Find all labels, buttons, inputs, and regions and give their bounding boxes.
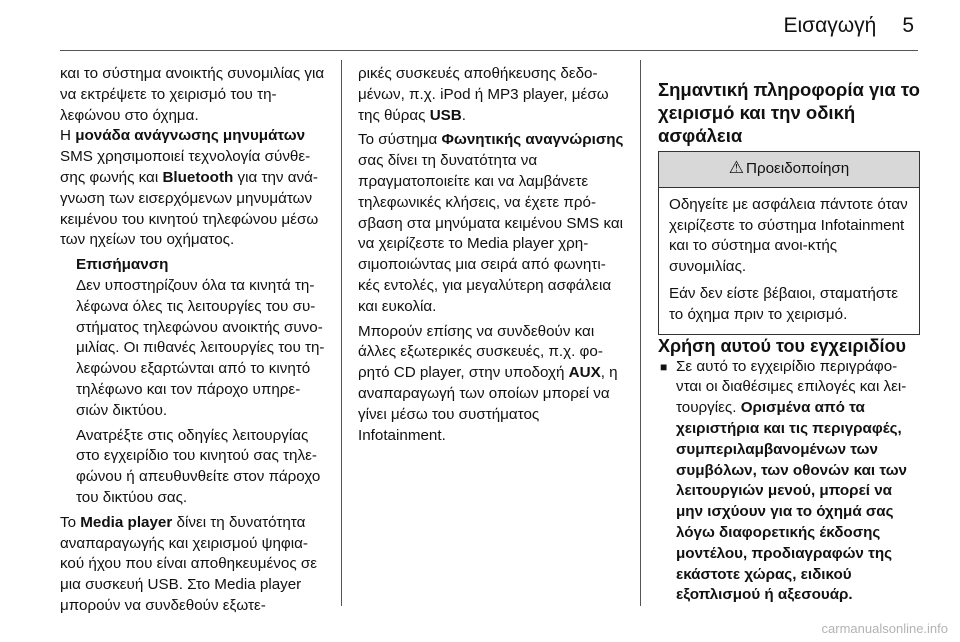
warning-header: [659, 152, 919, 188]
column-2: [358, 64, 626, 446]
text-span: SMS χρησιμοποιεί τεχνολογία σύνθε-σης φωνής και: [60, 148, 311, 186]
paragraph-aux: [358, 322, 626, 447]
page-header: [783, 14, 914, 38]
warning-title: Προειδοποίηση: [746, 160, 850, 177]
bullet-bold-text: Ορισμένα από τα χειριστήρια και τις περιγραφές, συμπεριλαμβανομένων των συμβόλων, των οθονών και των λειτουργιών μενού, μπορεί να μην ισχύουν για το όχημά σας λόγω διαφορετικής έκδοσης μοντέλου, προδιαγραφών της εκάστοτε χώρας, ειδικού εξοπλισμού ή αξεσουάρ.: [676, 399, 907, 604]
warning-body: [659, 188, 919, 334]
text-span: Το: [60, 513, 81, 531]
page-title: Εισαγωγή: [783, 14, 877, 37]
column-1: [60, 64, 328, 617]
term-aux: AUX: [568, 364, 601, 382]
paragraph-voice-recognition: [358, 130, 626, 317]
paragraph-handsfree: και το σύστημα ανοικτής συνομιλίας για να εκτρέψετε το χειρισμό του τη-λεφώνου στο όχημα.: [60, 65, 325, 124]
warning-box: [658, 151, 920, 335]
text-span: δίνει τη δυνατότητα αναπαραγωγής και χειρισμού ψηφια-κού ήχου που είναι αποθηκευμένος σε μια συσκευή USB. Στο Media player μπορούν να συνδεθούν εξωτε-: [60, 513, 318, 614]
text-span: Το σύστημα: [358, 131, 442, 149]
text-span: .: [461, 106, 467, 124]
warning-paragraph-2: Εάν δεν είστε βέβαιοι, σταματήστε το όχημα πριν το χειρισμό.: [669, 284, 898, 323]
text-span: Η: [60, 127, 76, 145]
term-media-player: Media player: [80, 513, 173, 531]
text-span: σας δίνει τη δυνατότητα να πραγματοποιείτε και να λαμβάνετε τηλεφωνικές κλήσεις, να έχετε πρό-σβαση στα μηνύματα κειμένου SMS και να χειρίζεστε το Media player χρη-σιμοποιώντας μια σειρά από φωνητι-κές εντολές, για μεγαλύτερη ασφάλεια και ευκολία.: [358, 152, 624, 315]
warning-icon: ⚠: [728, 158, 744, 177]
list-item: [658, 357, 920, 607]
column-divider-1: [341, 60, 342, 606]
watermark: carmanualsonline.info: [821, 621, 948, 636]
text-span: , η αναπαραγωγή των οποίων μπορεί να γίνει μέσω του συστήματος Infotainment.: [358, 364, 618, 444]
column-3: [658, 78, 920, 606]
note-block: [60, 255, 328, 509]
text-span: ρικές συσκευές αποθήκευσης δεδο-μένων, π.χ. iPod ή MP3 player, μέσω της θύρας: [358, 65, 609, 124]
note-title: Επισήμανση: [76, 256, 169, 274]
warning-paragraph-1: Οδηγείτε με ασφάλεια πάντοτε όταν χειρίζεστε το σύστημα Infotainment και το σύστημα ανοι-κτής συνομιλίας.: [669, 195, 908, 276]
term-sms-reader: μονάδα ανάγνωσης μηνυμάτων: [75, 127, 306, 145]
paragraph-sms: [60, 126, 328, 251]
page-number: 5: [902, 14, 914, 37]
paragraph-media-player: [60, 513, 328, 617]
section-heading-manual-use: Χρήση αυτού του εγχειριδίου: [658, 335, 906, 356]
bullet-text: Σε αυτό το εγχειρίδιο περιγράφο-νται οι διαθέσιμες επιλογές και λει-τουργίες.: [676, 357, 907, 417]
square-bullet-icon: ■: [660, 359, 668, 374]
term-usb: USB: [429, 106, 462, 124]
text-span: Μπορούν επίσης να συνδεθούν και άλλες εξωτερικές συσκευές, π.χ. φο-ρητό CD player, στην υποδοχή: [358, 322, 603, 382]
note-paragraph-2: Ανατρέξτε στις οδηγίες λειτουργίας στο εγχειρίδιο του κινητού σας τηλε-φώνου ή απευθυνθείτε στον πάροχο του δικτύου σας.: [76, 426, 321, 506]
header-rule: [60, 50, 918, 51]
note-paragraph-1: Δεν υποστηρίζουν όλα τα κινητά τη-λέφωνα όλες τις λειτουργίες του συ-στήματος τηλεφώνου ανοικτής συνο-μιλίας. Οι πιθανές λειτουργίες του τη-λεφώνου εξαρτώνται από το κινητό τηλέφωνο και τον πάροχο υπηρε-σιών δικτύου.: [76, 276, 325, 419]
paragraph-usb: [358, 64, 626, 126]
term-bluetooth: Bluetooth: [162, 168, 234, 186]
section-heading-safety: Σημαντική πληροφορία για το χειρισμό και την οδική ασφάλεια: [658, 79, 920, 146]
column-divider-2: [640, 60, 641, 606]
term-voice-recognition: Φωνητικής αναγνώρισης: [441, 131, 624, 149]
text-span: για την ανά-γνωση των εισερχόμενων μηνυμάτων κειμένου του κινητού τηλεφώνου μέσω των ηχείων του οχήματος.: [60, 168, 319, 249]
